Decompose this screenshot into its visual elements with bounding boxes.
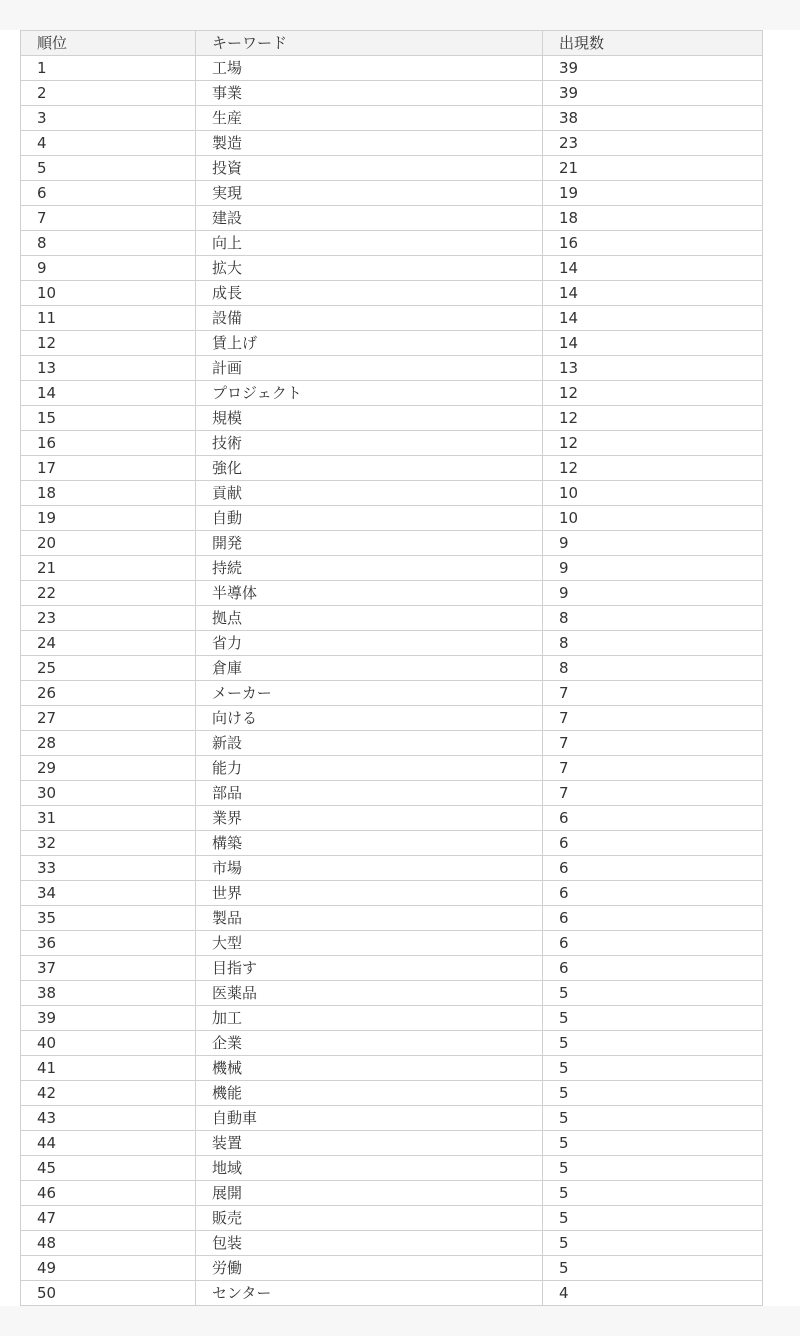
cell-keyword: 大型 [196, 931, 543, 956]
table-row [21, 481, 763, 506]
cell-keyword: 自動 [196, 506, 543, 531]
cell-rank: 16 [21, 431, 196, 456]
table-row [21, 106, 763, 131]
cell-keyword: 向ける [196, 706, 543, 731]
table-row [21, 581, 763, 606]
table-row [21, 406, 763, 431]
table-row [21, 631, 763, 656]
cell-rank: 6 [21, 181, 196, 206]
cell-keyword: 投資 [196, 156, 543, 181]
cell-count: 8 [543, 631, 763, 656]
cell-count: 5 [543, 1231, 763, 1256]
cell-count: 6 [543, 881, 763, 906]
cell-keyword: 地域 [196, 1156, 543, 1181]
cell-keyword: 能力 [196, 756, 543, 781]
table-row [21, 1156, 763, 1181]
cell-rank: 46 [21, 1181, 196, 1206]
cell-keyword: 賃上げ [196, 331, 543, 356]
cell-keyword: 機能 [196, 1081, 543, 1106]
table-row [21, 306, 763, 331]
cell-keyword: 拠点 [196, 606, 543, 631]
cell-count: 14 [543, 256, 763, 281]
cell-count: 9 [543, 556, 763, 581]
cell-keyword: 半導体 [196, 581, 543, 606]
cell-rank: 38 [21, 981, 196, 1006]
cell-rank: 21 [21, 556, 196, 581]
cell-rank: 9 [21, 256, 196, 281]
table-row [21, 831, 763, 856]
cell-rank: 49 [21, 1256, 196, 1281]
table-row [21, 231, 763, 256]
cell-rank: 26 [21, 681, 196, 706]
cell-count: 5 [543, 1131, 763, 1156]
cell-count: 5 [543, 1031, 763, 1056]
cell-count: 6 [543, 906, 763, 931]
table-row [21, 456, 763, 481]
table-row [21, 556, 763, 581]
cell-count: 7 [543, 706, 763, 731]
cell-count: 8 [543, 656, 763, 681]
cell-count: 9 [543, 531, 763, 556]
table-row [21, 506, 763, 531]
cell-keyword: 労働 [196, 1256, 543, 1281]
cell-keyword: 工場 [196, 56, 543, 81]
header-row [21, 31, 763, 56]
cell-rank: 4 [21, 131, 196, 156]
table-row [21, 81, 763, 106]
cell-count: 14 [543, 281, 763, 306]
cell-keyword: 製造 [196, 131, 543, 156]
cell-rank: 39 [21, 1006, 196, 1031]
table-row [21, 706, 763, 731]
table-row [21, 1181, 763, 1206]
cell-keyword: センター [196, 1281, 543, 1306]
table-row [21, 656, 763, 681]
cell-keyword: 倉庫 [196, 656, 543, 681]
cell-count: 6 [543, 956, 763, 981]
table-row [21, 806, 763, 831]
cell-count: 12 [543, 456, 763, 481]
cell-count: 12 [543, 431, 763, 456]
cell-count: 14 [543, 331, 763, 356]
cell-keyword: 開発 [196, 531, 543, 556]
table-body [21, 56, 763, 1306]
cell-count: 39 [543, 81, 763, 106]
cell-count: 38 [543, 106, 763, 131]
cell-rank: 28 [21, 731, 196, 756]
top-band [0, 0, 800, 30]
cell-rank: 13 [21, 356, 196, 381]
cell-rank: 31 [21, 806, 196, 831]
cell-keyword: 成長 [196, 281, 543, 306]
cell-count: 5 [543, 1081, 763, 1106]
cell-rank: 11 [21, 306, 196, 331]
cell-keyword: 建設 [196, 206, 543, 231]
cell-rank: 20 [21, 531, 196, 556]
cell-count: 7 [543, 756, 763, 781]
cell-rank: 12 [21, 331, 196, 356]
cell-keyword: 販売 [196, 1206, 543, 1231]
table-row [21, 1231, 763, 1256]
table-row [21, 1106, 763, 1131]
cell-rank: 40 [21, 1031, 196, 1056]
cell-keyword: 強化 [196, 456, 543, 481]
table-row [21, 281, 763, 306]
cell-count: 5 [543, 1181, 763, 1206]
cell-keyword: 省力 [196, 631, 543, 656]
cell-keyword: 持続 [196, 556, 543, 581]
table-row [21, 1081, 763, 1106]
cell-keyword: プロジェクト [196, 381, 543, 406]
cell-keyword: 実現 [196, 181, 543, 206]
cell-keyword: 貢献 [196, 481, 543, 506]
cell-count: 39 [543, 56, 763, 81]
cell-keyword: 目指す [196, 956, 543, 981]
cell-count: 23 [543, 131, 763, 156]
table-row [21, 1056, 763, 1081]
cell-keyword: 部品 [196, 781, 543, 806]
table-row [21, 381, 763, 406]
table-row [21, 181, 763, 206]
table-row [21, 1256, 763, 1281]
cell-rank: 35 [21, 906, 196, 931]
cell-keyword: 製品 [196, 906, 543, 931]
table-row [21, 731, 763, 756]
cell-rank: 32 [21, 831, 196, 856]
cell-rank: 34 [21, 881, 196, 906]
cell-count: 5 [543, 1206, 763, 1231]
cell-rank: 14 [21, 381, 196, 406]
table-row [21, 781, 763, 806]
cell-keyword: 機械 [196, 1056, 543, 1081]
cell-keyword: 展開 [196, 1181, 543, 1206]
cell-keyword: 市場 [196, 856, 543, 881]
table-row [21, 606, 763, 631]
cell-keyword: 拡大 [196, 256, 543, 281]
table-row [21, 531, 763, 556]
cell-rank: 36 [21, 931, 196, 956]
cell-count: 10 [543, 506, 763, 531]
cell-keyword: 加工 [196, 1006, 543, 1031]
table-row [21, 756, 763, 781]
table-row [21, 256, 763, 281]
table-header [21, 31, 763, 56]
cell-count: 6 [543, 806, 763, 831]
cell-keyword: 設備 [196, 306, 543, 331]
table-row [21, 1031, 763, 1056]
cell-rank: 29 [21, 756, 196, 781]
cell-rank: 33 [21, 856, 196, 881]
cell-rank: 27 [21, 706, 196, 731]
table-row [21, 56, 763, 81]
cell-keyword: 技術 [196, 431, 543, 456]
cell-keyword: 生産 [196, 106, 543, 131]
cell-count: 7 [543, 781, 763, 806]
header-rank: 順位 [21, 31, 196, 56]
cell-count: 9 [543, 581, 763, 606]
table-row [21, 1006, 763, 1031]
cell-rank: 50 [21, 1281, 196, 1306]
table-row [21, 981, 763, 1006]
table-row [21, 206, 763, 231]
cell-count: 18 [543, 206, 763, 231]
cell-rank: 22 [21, 581, 196, 606]
table-row [21, 331, 763, 356]
cell-count: 8 [543, 606, 763, 631]
cell-count: 12 [543, 381, 763, 406]
cell-rank: 30 [21, 781, 196, 806]
header-count: 出現数 [543, 31, 763, 56]
table-row [21, 1281, 763, 1306]
table-row [21, 931, 763, 956]
cell-rank: 5 [21, 156, 196, 181]
cell-rank: 25 [21, 656, 196, 681]
cell-count: 4 [543, 1281, 763, 1306]
cell-keyword: 自動車 [196, 1106, 543, 1131]
cell-rank: 41 [21, 1056, 196, 1081]
cell-keyword: 計画 [196, 356, 543, 381]
table-row [21, 881, 763, 906]
table-row [21, 131, 763, 156]
cell-rank: 3 [21, 106, 196, 131]
cell-count: 16 [543, 231, 763, 256]
cell-rank: 42 [21, 1081, 196, 1106]
cell-count: 5 [543, 1056, 763, 1081]
cell-count: 5 [543, 1006, 763, 1031]
cell-keyword: 医薬品 [196, 981, 543, 1006]
table-row [21, 1206, 763, 1231]
cell-count: 7 [543, 681, 763, 706]
cell-keyword: 世界 [196, 881, 543, 906]
cell-rank: 37 [21, 956, 196, 981]
cell-keyword: 装置 [196, 1131, 543, 1156]
cell-rank: 43 [21, 1106, 196, 1131]
cell-count: 12 [543, 406, 763, 431]
cell-count: 13 [543, 356, 763, 381]
cell-count: 5 [543, 1156, 763, 1181]
table-row [21, 956, 763, 981]
cell-count: 6 [543, 856, 763, 881]
cell-rank: 45 [21, 1156, 196, 1181]
cell-rank: 19 [21, 506, 196, 531]
cell-count: 5 [543, 1106, 763, 1131]
cell-rank: 15 [21, 406, 196, 431]
cell-count: 5 [543, 981, 763, 1006]
table-row [21, 431, 763, 456]
cell-keyword: メーカー [196, 681, 543, 706]
keyword-ranking-table [20, 30, 763, 1306]
table-row [21, 156, 763, 181]
table-row [21, 681, 763, 706]
cell-count: 21 [543, 156, 763, 181]
cell-rank: 18 [21, 481, 196, 506]
cell-count: 5 [543, 1256, 763, 1281]
cell-count: 19 [543, 181, 763, 206]
table-row [21, 356, 763, 381]
cell-rank: 23 [21, 606, 196, 631]
cell-count: 10 [543, 481, 763, 506]
cell-keyword: 包装 [196, 1231, 543, 1256]
cell-count: 6 [543, 931, 763, 956]
cell-rank: 2 [21, 81, 196, 106]
cell-rank: 1 [21, 56, 196, 81]
cell-rank: 7 [21, 206, 196, 231]
table-row [21, 906, 763, 931]
cell-count: 14 [543, 306, 763, 331]
cell-rank: 44 [21, 1131, 196, 1156]
cell-keyword: 新設 [196, 731, 543, 756]
table-row [21, 856, 763, 881]
cell-rank: 47 [21, 1206, 196, 1231]
cell-keyword: 事業 [196, 81, 543, 106]
cell-rank: 8 [21, 231, 196, 256]
cell-rank: 10 [21, 281, 196, 306]
cell-keyword: 企業 [196, 1031, 543, 1056]
cell-rank: 24 [21, 631, 196, 656]
cell-keyword: 規模 [196, 406, 543, 431]
cell-count: 6 [543, 831, 763, 856]
cell-keyword: 向上 [196, 231, 543, 256]
cell-keyword: 構築 [196, 831, 543, 856]
cell-rank: 48 [21, 1231, 196, 1256]
header-keyword: キーワード [196, 31, 543, 56]
cell-count: 7 [543, 731, 763, 756]
table-row [21, 1131, 763, 1156]
cell-rank: 17 [21, 456, 196, 481]
cell-keyword: 業界 [196, 806, 543, 831]
